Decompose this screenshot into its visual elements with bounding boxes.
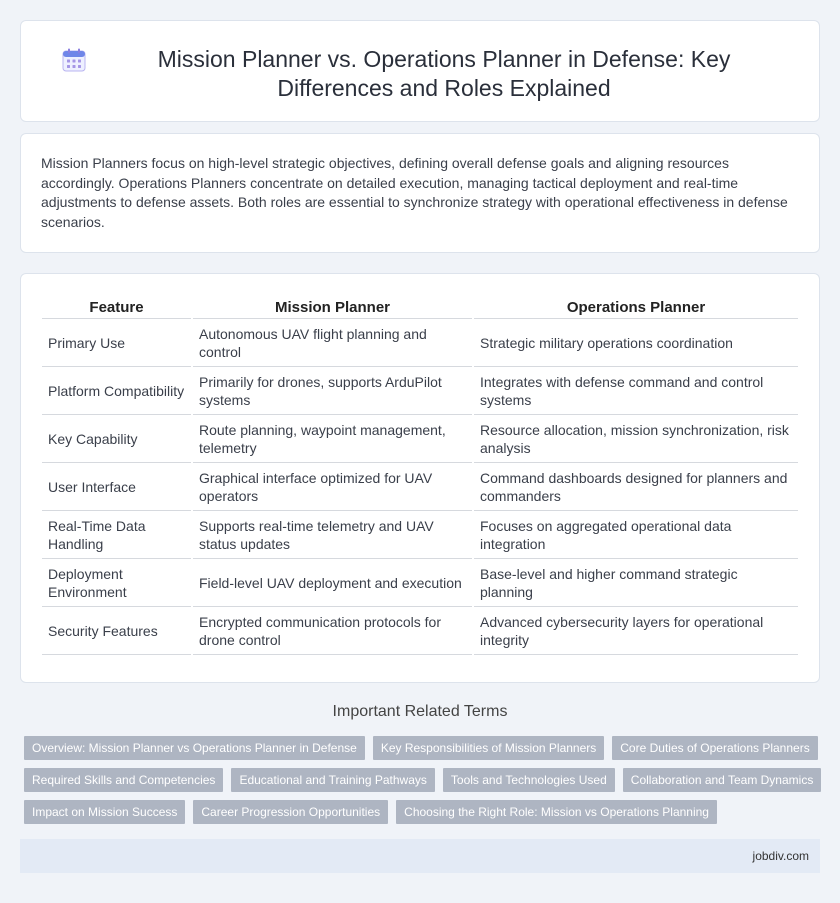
feature-cell: Security Features [42,607,192,655]
table-row [42,511,798,559]
related-term-tag[interactable]: Overview: Mission Planner vs Operations Planner in Defense [24,736,365,760]
related-term-tag[interactable]: Educational and Training Pathways [231,768,434,792]
table-header-row [42,296,798,319]
related-term-tag[interactable]: Tools and Technologies Used [443,768,615,792]
page-title: Mission Planner vs. Operations Planner in Defense: Key Differences and Roles Explained [157,46,731,101]
related-term-tag[interactable]: Impact on Mission Success [24,800,185,824]
header-operations-planner: Operations Planner [473,296,798,319]
feature-cell: User Interface [42,463,192,511]
calendar-icon [61,47,87,73]
title-card [20,20,820,122]
related-terms-list [24,736,824,824]
operations-planner-cell: Resource allocation, mission synchronization, risk analysis [473,415,798,463]
footer [20,839,820,873]
related-term-tag[interactable]: Key Responsibilities of Mission Planners [373,736,604,760]
mission-planner-cell: Supports real-time telemetry and UAV status updates [192,511,473,559]
summary-card [20,133,820,253]
footer-site-link[interactable]: jobdiv.com [752,849,809,863]
related-term-tag[interactable]: Core Duties of Operations Planners [612,736,817,760]
feature-cell: Deployment Environment [42,559,192,607]
related-terms-title: Important Related Terms [332,703,508,720]
table-row [42,463,798,511]
header-feature: Feature [42,296,192,319]
operations-planner-cell: Focuses on aggregated operational data integration [473,511,798,559]
feature-cell: Primary Use [42,319,192,367]
mission-planner-cell: Route planning, waypoint management, telemetry [192,415,473,463]
summary-text: Mission Planners focus on high-level strategic objectives, defining overall defense goals and aligning resources accordingly. Operations Planners concentrate on detailed execution, managing tactical deployment and real-time adjustments to defense assets. Both roles are essential to synchronize strategy with operational effectiveness in defense scenarios. [41,155,788,230]
table-row [42,367,798,415]
table-row [42,607,798,655]
mission-planner-cell: Primarily for drones, supports ArduPilot systems [192,367,473,415]
table-row [42,319,798,367]
operations-planner-cell: Integrates with defense command and control systems [473,367,798,415]
operations-planner-cell: Advanced cybersecurity layers for operational integrity [473,607,798,655]
related-term-tag[interactable]: Collaboration and Team Dynamics [623,768,822,792]
operations-planner-cell: Strategic military operations coordination [473,319,798,367]
mission-planner-cell: Autonomous UAV flight planning and control [192,319,473,367]
mission-planner-cell: Encrypted communication protocols for drone control [192,607,473,655]
comparison-table [42,296,798,655]
related-term-tag[interactable]: Required Skills and Competencies [24,768,223,792]
operations-planner-cell: Base-level and higher command strategic planning [473,559,798,607]
feature-cell: Platform Compatibility [42,367,192,415]
feature-cell: Key Capability [42,415,192,463]
table-row [42,559,798,607]
related-term-tag[interactable]: Career Progression Opportunities [193,800,388,824]
table-row [42,415,798,463]
feature-cell: Real-Time Data Handling [42,511,192,559]
comparison-card [20,273,820,683]
mission-planner-cell: Graphical interface optimized for UAV operators [192,463,473,511]
header-mission-planner: Mission Planner [192,296,473,319]
mission-planner-cell: Field-level UAV deployment and execution [192,559,473,607]
related-term-tag[interactable]: Choosing the Right Role: Mission vs Operations Planning [396,800,717,824]
operations-planner-cell: Command dashboards designed for planners and commanders [473,463,798,511]
